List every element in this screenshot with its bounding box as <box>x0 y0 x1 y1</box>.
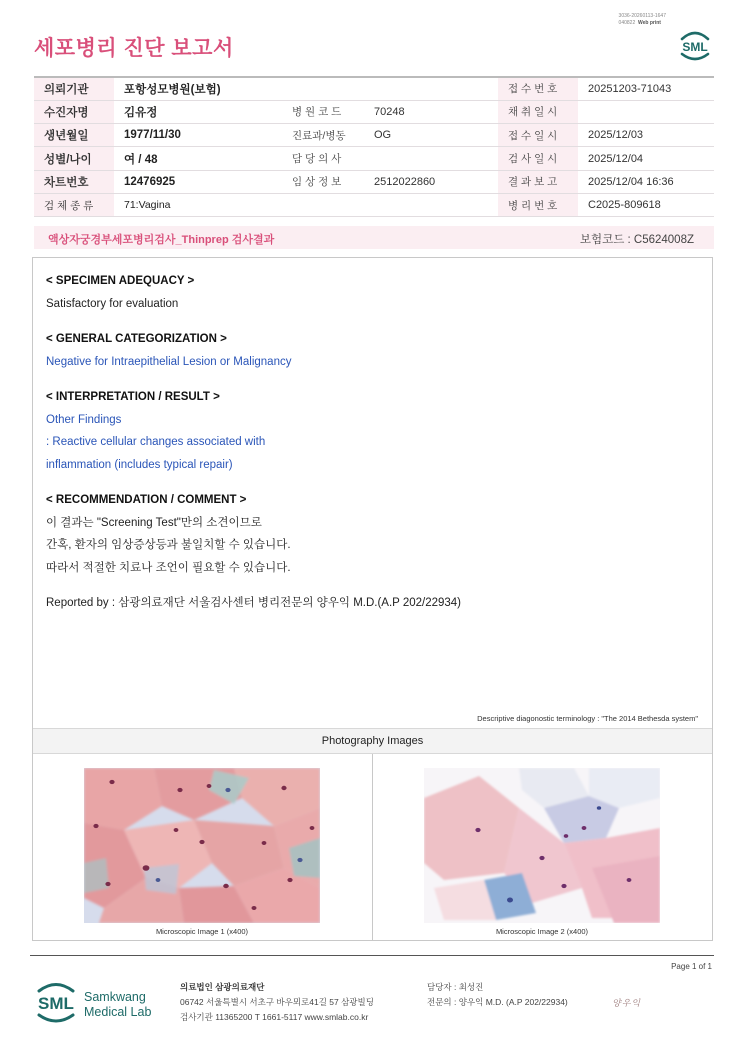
staff-in-charge: 담당자 : 최성진 <box>427 982 484 992</box>
info-value: 71:Vagina <box>114 193 282 216</box>
microscopic-image-1 <box>84 768 320 923</box>
info-value: 2025/12/04 16:36 <box>578 170 714 193</box>
image-1-caption: Microscopic Image 1 (x400) <box>155 927 249 936</box>
info-value: OG <box>364 124 498 147</box>
image-2-caption: Microscopic Image 2 (x400) <box>495 927 589 936</box>
info-label: 접 수 번 호 <box>498 77 578 100</box>
info-value <box>364 77 498 100</box>
logo-name-line2: Medical Lab <box>84 1005 152 1019</box>
info-label: 담 당 의 사 <box>282 147 364 170</box>
info-label: 채 취 일 시 <box>498 100 578 123</box>
print-code <box>619 13 666 27</box>
reported-by: Reported by : 삼광의료재단 서울검사센터 병리전문의 양우익 M.D.(A.P 202/22934) <box>46 597 462 609</box>
info-row <box>34 77 714 100</box>
web-print-label: Web print <box>638 20 661 26</box>
exam-name: 액상자궁경부세포병리검사_Thinprep 검사결과 <box>48 234 275 246</box>
info-value: 70248 <box>364 100 498 123</box>
organization-info <box>180 980 374 1025</box>
recommendation-line2: 간혹, 환자의 임상증상등과 불일치할 수 있습니다. <box>46 539 291 551</box>
page-number: Page 1 of 1 <box>671 962 712 971</box>
info-value: 김유정 <box>114 100 282 123</box>
info-row <box>34 170 714 193</box>
organization-address: 06742 서울특별시 서초구 바우뫼로41길 57 삼광빌딩 <box>180 997 374 1007</box>
microscopic-image-2 <box>424 768 660 923</box>
samkwang-medical-lab-logo <box>36 979 176 1027</box>
specialist: 전문의 : 양우익 M.D. (A.P 202/22934) <box>427 997 568 1007</box>
info-label: 진료과/병동 <box>282 124 364 147</box>
info-value: 포항성모병원(보험) <box>114 77 282 100</box>
info-row <box>34 147 714 170</box>
info-value: 12476925 <box>114 170 282 193</box>
info-label: 병 리 번 호 <box>498 193 578 216</box>
info-row <box>34 193 714 216</box>
info-value: 2025/12/04 <box>578 147 714 170</box>
info-value: 2512022860 <box>364 170 498 193</box>
footer-divider <box>30 955 714 956</box>
sml-logo-icon <box>676 24 714 64</box>
patient-info-table <box>34 76 714 217</box>
info-label <box>282 193 364 216</box>
info-value: 1977/11/30 <box>114 124 282 147</box>
info-row <box>34 124 714 147</box>
recommendation-line3: 따라서 적절한 치료나 조언이 필요할 수 있습니다. <box>46 561 291 574</box>
info-label: 검 사 일 시 <box>498 147 578 170</box>
adequacy-text: Satisfactory for evaluation <box>46 297 179 310</box>
info-value <box>364 193 498 216</box>
info-label: 성별/나이 <box>34 147 114 170</box>
logo-name-line1: Samkwang <box>84 990 146 1004</box>
interpretation-heading: < INTERPRETATION / RESULT > <box>46 391 220 403</box>
info-label <box>282 77 364 100</box>
info-label: 수진자명 <box>34 100 114 123</box>
info-label: 차트번호 <box>34 170 114 193</box>
print-code-line2: 040822 <box>618 20 636 26</box>
info-label: 의뢰기관 <box>34 77 114 100</box>
result-box <box>32 257 713 941</box>
bethesda-note: Descriptive diagonostic terminology : "The 2014 Bethesda system" <box>477 714 698 723</box>
results-text <box>46 270 696 615</box>
interpretation-line3: inflammation (includes typical repair) <box>46 458 233 471</box>
info-value: 20251203-71043 <box>578 77 714 100</box>
info-value <box>364 147 498 170</box>
info-row <box>34 100 714 123</box>
logo-bottom-abbr: SML <box>38 994 74 1013</box>
info-value: 2025/12/03 <box>578 124 714 147</box>
info-label: 임 상 정 보 <box>282 170 364 193</box>
info-label: 생년월일 <box>34 124 114 147</box>
interpretation-line1: Other Findings <box>46 413 122 426</box>
info-label: 병 원 코 드 <box>282 100 364 123</box>
report-title: 세포병리 진단 보고서 <box>34 37 234 60</box>
exam-title-bar <box>34 226 714 249</box>
info-label: 접 수 일 시 <box>498 124 578 147</box>
info-value <box>578 100 714 123</box>
print-code-line1: 3036-20260113-1647 <box>618 13 666 19</box>
adequacy-heading: < SPECIMEN ADEQUACY > <box>46 275 195 287</box>
category-text: Negative for Intraepithelial Lesion or Malignancy <box>46 355 292 368</box>
photography-heading: Photography Images <box>33 728 712 754</box>
info-label: 검 체 종 류 <box>34 193 114 216</box>
info-value: 여 / 48 <box>114 147 282 170</box>
category-heading: < GENERAL CATEGORIZATION > <box>46 333 227 345</box>
organization-name: 의료법인 삼광의료재단 <box>180 982 265 992</box>
organization-contact: 검사기관 11365200 T 1661-5117 www.smlab.co.kr <box>180 1012 369 1022</box>
signature: 양우익 <box>612 999 642 1009</box>
staff-info <box>427 980 568 1010</box>
photo-divider <box>372 754 373 941</box>
logo-top-text: SML <box>682 40 708 54</box>
recommendation-line1: 이 결과는 "Screening Test"만의 소견이므로 <box>46 516 262 529</box>
recommendation-heading: < RECOMMENDATION / COMMENT > <box>46 494 247 506</box>
info-label: 결 과 보 고 <box>498 170 578 193</box>
interpretation-line2: : Reactive cellular changes associated with <box>46 436 266 448</box>
info-value: C2025-809618 <box>578 193 714 216</box>
insurance-code: 보험코드 : C5624008Z <box>579 234 694 246</box>
